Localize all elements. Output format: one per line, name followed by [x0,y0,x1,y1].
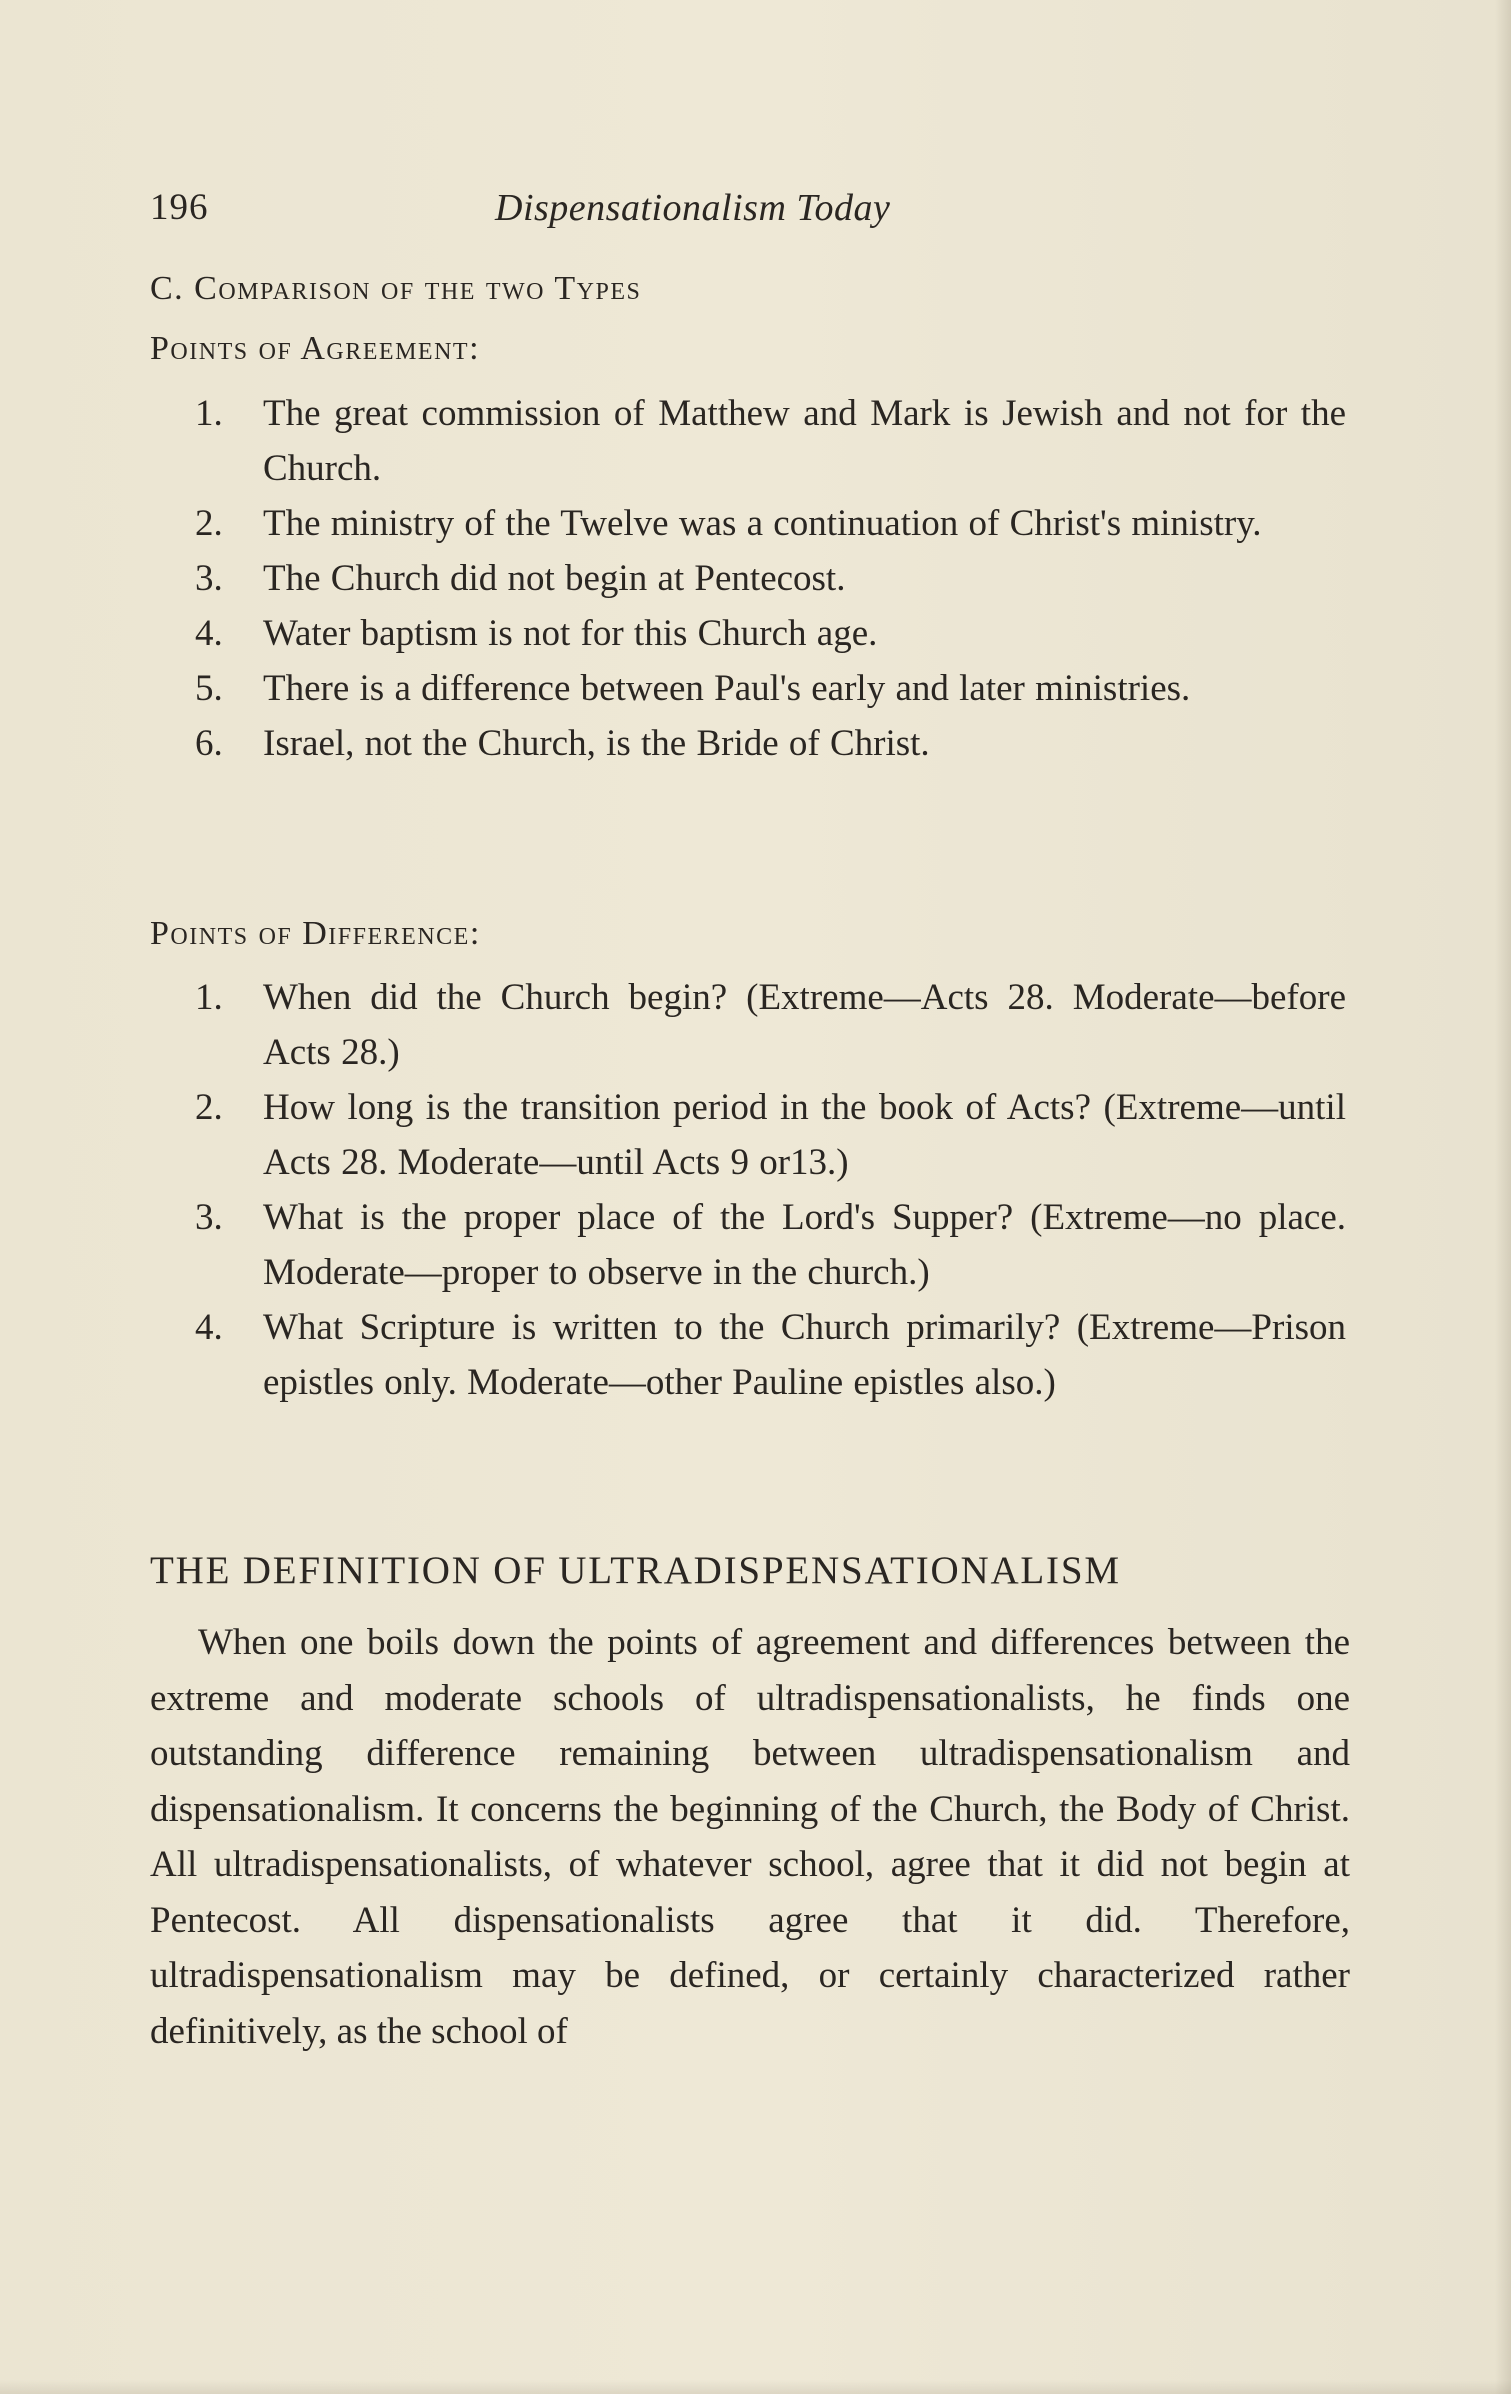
list-item [0,1190,1511,1300]
definition-paragraph: When one boils down the points of agreement and differences between the extreme and moderate schools of ultradispensationalists, he finds one outstanding difference remaining between ultradispensationalism and dispensationalism. It concerns the beginning of the Church, the Body of Christ. All ultradispensationalists, of whatever school, agree that it did not begin at Pentecost. All dispensationalists agree that it did. Therefore, ultradispensationalism may be defined, or certainly characterized rather definitively, as the school of [150,1622,1350,2052]
item-number: 3. [195,558,223,599]
definition-heading: THE DEFINITION OF ULTRADISPENSATIONALISM [150,1549,1121,1592]
list-item [0,970,1511,1080]
list-item [0,1300,1511,1410]
running-title: Dispensationalism Today [495,187,891,229]
section-title: C. Comparison of the two Types [150,270,642,307]
item-text: How long is the transition period in the book of Acts? (Extreme—until Acts 28. Moderate—until Acts 9 or13.) [263,1087,1346,1183]
item-text: What is the proper place of the Lord's Supper? (Extreme—no place. Moderate—proper to observe in the church.) [263,1197,1346,1293]
item-number: 1. [195,977,223,1018]
list-item [0,496,1511,551]
item-text: Water baptism is not for this Church age. [263,613,878,654]
item-number: 6. [195,723,223,764]
item-text: Israel, not the Church, is the Bride of Christ. [263,723,930,764]
item-text: When did the Church begin? (Extreme—Acts 28. Moderate—before Acts 28.) [263,977,1346,1073]
item-number: 3. [195,1197,223,1238]
difference-list [0,970,1511,1410]
list-item [0,716,1511,771]
item-text: The great commission of Matthew and Mark is Jewish and not for the Church. [263,393,1346,489]
agreement-list [0,386,1511,771]
item-text: The ministry of the Twelve was a continuation of Christ's ministry. [263,503,1262,544]
item-text: What Scripture is written to the Church primarily? (Extreme—Prison epistles only. Moderate—other Pauline epistles also.) [263,1307,1346,1403]
item-number: 2. [195,1087,223,1128]
page-number: 196 [150,187,209,228]
list-item [0,606,1511,661]
running-header [150,186,1350,236]
item-number: 4. [195,613,223,654]
list-item [0,661,1511,716]
page-bottom-shadow [0,2380,1511,2394]
item-number: 4. [195,1307,223,1348]
agreement-label: Points of Agreement: [150,330,481,367]
list-item [0,1080,1511,1190]
item-number: 5. [195,668,223,709]
list-item [0,551,1511,606]
item-text: There is a difference between Paul's early and later ministries. [263,668,1191,709]
item-number: 1. [195,393,223,434]
item-number: 2. [195,503,223,544]
difference-label: Points of Difference: [150,915,481,952]
list-item [0,386,1511,496]
item-text: The Church did not begin at Pentecost. [263,558,846,599]
